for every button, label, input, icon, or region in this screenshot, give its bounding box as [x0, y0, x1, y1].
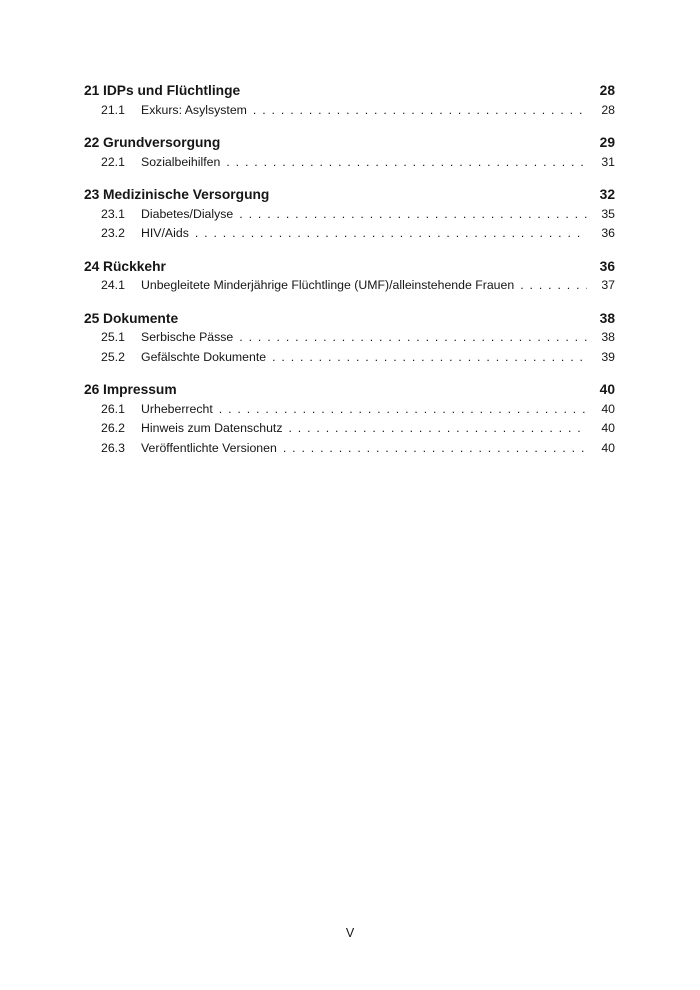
toc-entry-25[interactable]	[84, 309, 615, 329]
toc-entry-number: 25.1	[101, 330, 125, 344]
toc-entry-page: 40	[601, 440, 615, 455]
toc-group-26	[84, 380, 615, 458]
toc-entry-title: Diabetes/Dialyse	[141, 206, 234, 221]
toc-entry-page: 36	[601, 226, 615, 240]
toc-entry-page: 35	[601, 206, 615, 221]
dot-leader	[239, 328, 587, 348]
toc-group-21	[84, 81, 615, 120]
toc-group-24	[84, 257, 615, 296]
toc-group-23	[84, 185, 615, 244]
dot-leader	[288, 419, 587, 439]
table-of-contents	[84, 81, 615, 471]
toc-entry-23-2[interactable]	[84, 224, 615, 244]
toc-entry-24[interactable]	[84, 257, 615, 277]
toc-entry-22-1[interactable]	[84, 153, 615, 173]
dot-leader	[283, 439, 587, 459]
toc-entry-title: Grundversorgung	[103, 135, 221, 150]
toc-entry-title: Impressum	[103, 382, 177, 397]
toc-entry-21[interactable]	[84, 81, 615, 101]
toc-entry-24-1[interactable]	[84, 276, 615, 296]
toc-entry-page: 37	[601, 278, 615, 292]
toc-entry-number: 25	[84, 310, 100, 326]
toc-entry-title: Gefälschte Dokumente	[141, 349, 267, 364]
toc-entry-number: 26.2	[101, 421, 125, 435]
toc-entry-title: Dokumente	[103, 310, 179, 326]
toc-entry-title: Rückkehr	[103, 258, 166, 274]
toc-entry-page: 40	[601, 401, 615, 416]
dot-leader	[195, 224, 587, 244]
toc-entry-page: 28	[601, 102, 615, 117]
toc-entry-page: 38	[601, 330, 615, 344]
dot-leader	[219, 400, 587, 420]
toc-entry-22[interactable]	[84, 133, 615, 153]
toc-entry-page: 40	[601, 421, 615, 435]
dot-leader	[239, 205, 587, 225]
toc-entry-title: IDPs und Flüchtlinge	[103, 83, 241, 98]
toc-entry-26-3[interactable]	[84, 439, 615, 459]
toc-entry-title: HIV/Aids	[141, 226, 189, 240]
toc-entry-number: 25.2	[101, 349, 125, 364]
toc-entry-page: 31	[601, 154, 615, 169]
toc-entry-25-1[interactable]	[84, 328, 615, 348]
toc-entry-page: 40	[599, 382, 615, 397]
toc-entry-title: Unbegleitete Minderjährige Flüchtlinge (UMF)/alleinstehende Frauen	[141, 278, 515, 292]
toc-entry-title: Hinweis zum Datenschutz	[141, 421, 283, 435]
toc-entry-title: Sozialbeihilfen	[141, 154, 221, 169]
toc-entry-page: 32	[599, 187, 615, 202]
toc-entry-page: 28	[599, 83, 615, 98]
toc-entry-23-1[interactable]	[84, 205, 615, 225]
toc-entry-number: 23.2	[101, 226, 125, 240]
toc-entry-number: 21	[84, 83, 100, 98]
toc-entry-25-2[interactable]	[84, 348, 615, 368]
toc-entry-page: 39	[601, 349, 615, 364]
toc-entry-page: 38	[599, 310, 615, 326]
toc-entry-26-1[interactable]	[84, 400, 615, 420]
toc-entry-26-2[interactable]	[84, 419, 615, 439]
toc-group-25	[84, 309, 615, 368]
toc-entry-number: 24	[84, 258, 100, 274]
toc-entry-number: 22.1	[101, 154, 125, 169]
page-number-footer: V	[345, 926, 355, 940]
dot-leader	[253, 101, 587, 121]
dot-leader	[272, 348, 587, 368]
toc-entry-number: 26.1	[101, 401, 125, 416]
toc-entry-number: 23	[84, 187, 100, 202]
toc-entry-title: Serbische Pässe	[141, 330, 234, 344]
toc-entry-page: 29	[599, 135, 615, 150]
toc-entry-title: Veröffentlichte Versionen	[141, 440, 277, 455]
dot-leader	[520, 276, 587, 296]
toc-entry-number: 22	[84, 135, 100, 150]
toc-entry-title: Exkurs: Asylsystem	[141, 102, 247, 117]
toc-entry-21-1[interactable]	[84, 101, 615, 121]
toc-entry-title: Medizinische Versorgung	[103, 187, 270, 202]
toc-entry-page: 36	[599, 258, 615, 274]
toc-entry-number: 24.1	[101, 278, 125, 292]
toc-entry-number: 26	[84, 382, 100, 397]
toc-entry-26[interactable]	[84, 380, 615, 400]
toc-entry-number: 23.1	[101, 206, 125, 221]
toc-entry-23[interactable]	[84, 185, 615, 205]
dot-leader	[226, 153, 587, 173]
toc-entry-number: 21.1	[101, 102, 125, 117]
toc-group-22	[84, 133, 615, 172]
toc-entry-title: Urheberrecht	[141, 401, 213, 416]
toc-entry-number: 26.3	[101, 440, 125, 455]
